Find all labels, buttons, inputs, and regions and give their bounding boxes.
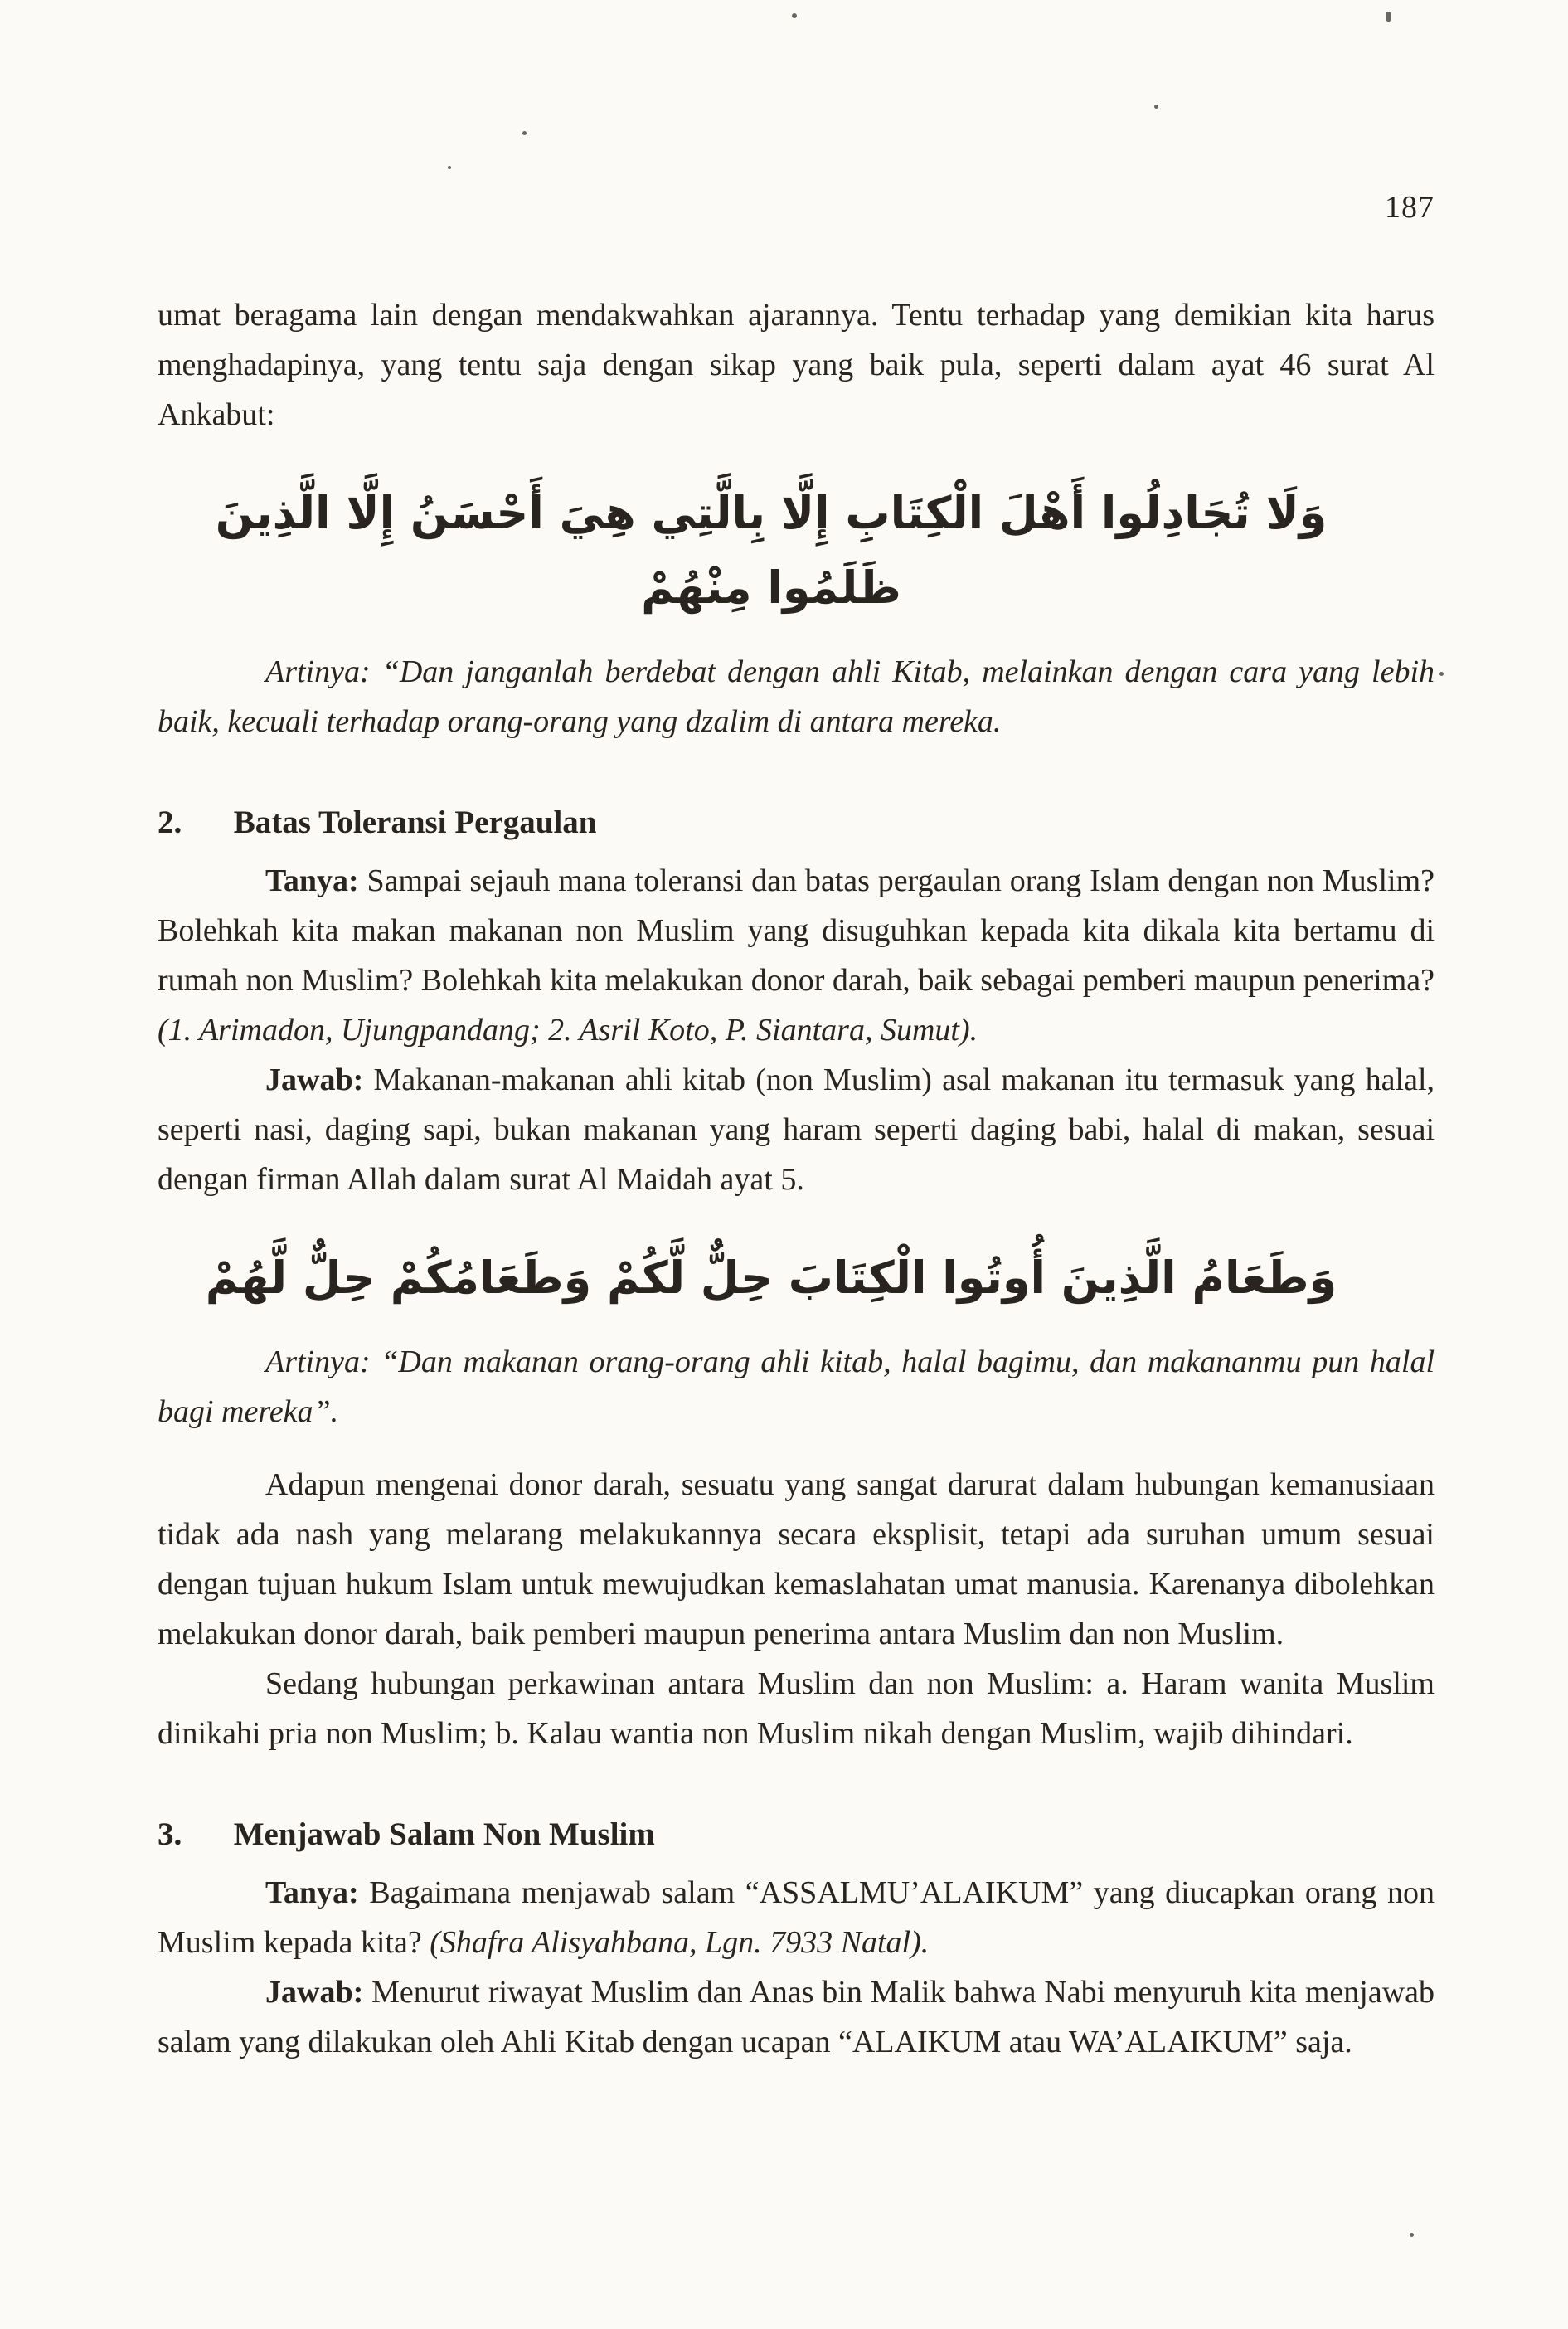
verse1-translation	[158, 647, 1435, 746]
tanya-text: Bagaimana menjawab salam “ASSALMU’ALAIKUM” yang diucapkan orang non Muslim kepada kita?	[158, 1875, 1435, 1960]
section2-tanya-paragraph	[158, 856, 1435, 1055]
jawab-label: Jawab:	[265, 1975, 364, 2010]
scan-speck	[522, 131, 527, 135]
translation-text: “Dan makanan orang-orang ahli kitab, halal bagimu, dan makananmu pun halal bagi mereka”.	[158, 1344, 1435, 1429]
page-content	[158, 191, 1435, 2067]
tanya-label: Tanya:	[265, 863, 359, 898]
section3-tanya-paragraph	[158, 1868, 1435, 1967]
section3-jawab-paragraph	[158, 1967, 1435, 2067]
scan-speck	[1410, 2233, 1414, 2237]
jawab-text: Menurut riwayat Muslim dan Anas bin Malik bahwa Nabi menyuruh kita menjawab salam yang dilakukan oleh Ahli Kitab dengan ucapan “ALAIKUM atau WA’ALAIKUM” saja.	[158, 1975, 1435, 2059]
tanya-source: (1. Arimadon, Ujungpandang; 2. Asril Koto, P. Siantara, Sumut).	[158, 1013, 978, 1048]
tanya-label: Tanya:	[265, 1875, 359, 1910]
scan-speck	[792, 13, 797, 18]
section2-number: 2.	[158, 805, 182, 840]
scan-speck	[448, 166, 451, 169]
section2-title: Batas Toleransi Pergaulan	[233, 805, 597, 840]
scan-speck	[1386, 12, 1391, 22]
tanya-text: Sampai sejauh mana toleransi dan batas pergaulan orang Islam dengan non Muslim? Bolehkah kita makan makanan non Muslim yang disuguhkan kepada kita dikala kita bertamu di rumah non Muslim? Bolehkah kita melakukan donor darah, baik sebagai pemberi maupun penerima?	[158, 863, 1435, 998]
section2-jawab-paragraph	[158, 1055, 1435, 1204]
scan-speck	[1154, 105, 1158, 109]
section2-heading	[158, 800, 1435, 846]
jawab-label: Jawab:	[265, 1062, 364, 1097]
translation-label: Artinya:	[265, 654, 371, 689]
section3-title: Menjawab Salam Non Muslim	[233, 1816, 655, 1852]
tanya-source: (Shafra Alisyahbana, Lgn. 7933 Natal).	[430, 1925, 930, 1960]
arabic-verse-al-ankabut-46: وَلَا تُجَادِلُوا أَهْلَ الْكِتَابِ إِلَّا بِالَّتِي هِيَ أَحْسَنُ إِلَّا الَّذِينَ ظَلَمُوا مِنْهُمْ	[215, 487, 1328, 614]
translation-label: Artinya:	[265, 1344, 371, 1379]
page-number: 187	[1385, 190, 1435, 225]
scan-speck	[1439, 672, 1444, 676]
section3-heading	[158, 1811, 1435, 1858]
translation-text: “Dan janganlah berdebat dengan ahli Kitab, melainkan dengan cara yang lebih baik, kecuali terhadap orang-orang yang dzalim di antara mereka.	[158, 654, 1435, 739]
arabic-verse-al-maidah-5: وَطَعَامُ الَّذِينَ أُوتُوا الْكِتَابَ حِلٌّ لَّكُمْ وَطَعَامُكُمْ حِلٌّ لَّهُمْ	[205, 1252, 1337, 1304]
intro-paragraph: umat beragama lain dengan mendakwahkan ajarannya. Tentu terhadap yang demikian kita harus menghadapinya, yang tentu saja dengan sikap yang baik pula, seperti dalam ayat 46 surat Al Ankabut:	[158, 298, 1435, 432]
donor-darah-paragraph: Adapun mengenai donor darah, sesuatu yang sangat darurat dalam hubungan kemanusiaan tidak ada nash yang melarang melakukannya secara eksplisit, tetapi ada suruhan umum sesuai dengan tujuan hukum Islam untuk mewujudkan kemaslahatan umat manusia. Karenanya dibolehkan melakukan donor darah, baik pemberi maupun penerima antara Muslim dan non Muslim.	[158, 1467, 1435, 1651]
perkawinan-paragraph: Sedang hubungan perkawinan antara Muslim dan non Muslim: a. Haram wanita Muslim dinikahi pria non Muslim; b. Kalau wantia non Muslim nikah dengan Muslim, wajib dihindari.	[158, 1666, 1435, 1751]
section3-number: 3.	[158, 1816, 182, 1852]
verse2-translation	[158, 1337, 1435, 1437]
jawab-text: Makanan-makanan ahli kitab (non Muslim) asal makanan itu termasuk yang halal, seperti nasi, daging sapi, bukan makanan yang haram seperti daging babi, halal di makan, sesuai dengan firman Allah dalam surat Al Maidah ayat 5.	[158, 1062, 1435, 1197]
